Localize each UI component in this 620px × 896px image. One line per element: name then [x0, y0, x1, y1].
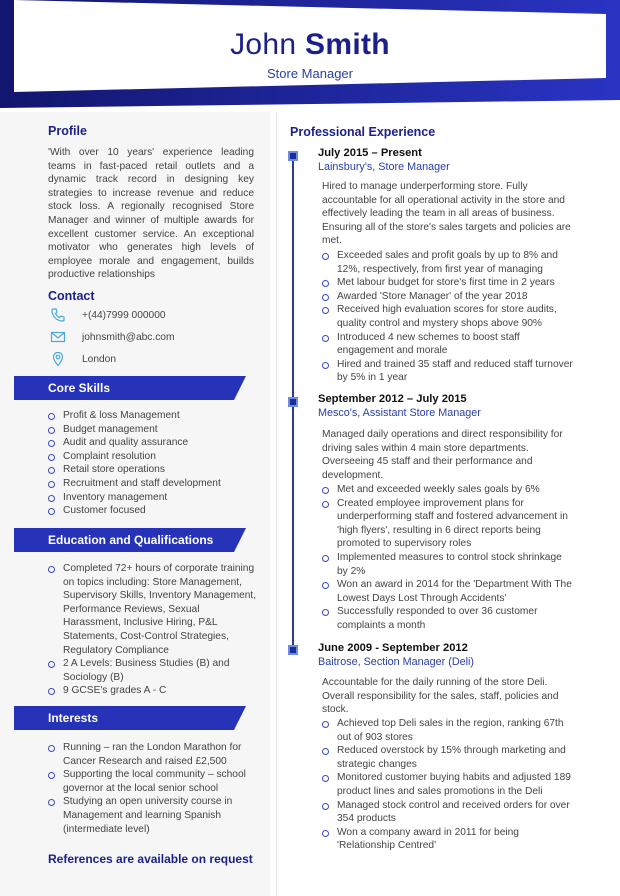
job-summary: Accountable for the daily running of the store Deli. Overall responsibility for the sales, staff, policies and stock. — [322, 677, 559, 716]
achievement-item: Hired and trained 35 staff and reduced staff turnover by 5% in 1 year — [322, 358, 574, 385]
job-role: Mesco's, Assistant Store Manager — [318, 407, 481, 419]
education-item: 2 A Levels: Business Studies (B) and Sociology (B) — [48, 657, 260, 684]
job-role: Baitrose, Section Manager (Deli) — [318, 656, 475, 668]
email-address: johnsmith@abc.com — [82, 331, 175, 343]
achievement-item: Exceeded sales and profit goals by up to 8% and 12%, respectively, from first year of managing — [322, 249, 574, 276]
job-summary: Hired to manage underperforming store. Fully accountable for all operational activity in the store and effectively leading the team in all areas of business. Ensuring all of the store's sales targets and policies are met. — [322, 181, 571, 247]
achievement-item: Reduced overstock by 15% through marketing and strategic changes — [322, 744, 574, 771]
achievement-item: Met and exceeded weekly sales goals by 6% — [322, 483, 574, 497]
job-achievements — [322, 249, 574, 385]
education-list — [48, 562, 260, 698]
contact-location — [50, 350, 116, 368]
job-dates: June 2009 - September 2012 — [318, 642, 468, 654]
candidate-title: Store Manager — [267, 66, 353, 81]
skill-item: Inventory management — [48, 491, 258, 505]
first-name: John — [230, 28, 297, 61]
job-role: Lainsbury's, Store Manager — [318, 161, 450, 173]
contact-heading: Contact — [48, 289, 95, 303]
interests-list — [48, 741, 260, 836]
references-note: References are available on request — [48, 852, 253, 866]
location-pin-icon — [50, 351, 66, 367]
profile-text: 'With over 10 years' experience leading teams in fast-paced retail outlets and a dynamic track record in designing key strategies to increase revenue and reduce stock loss. A regionally recognised Store Manager and winner of multiple awards for excellent customer service. An exceptional motivator who generates high levels of employee morale and engagement, builds productive relationships — [48, 147, 254, 281]
email-icon — [50, 329, 66, 345]
education-item: 9 GCSE's grades A - C — [48, 684, 260, 698]
phone-icon — [50, 307, 66, 323]
interests-banner — [14, 706, 246, 730]
experience-heading: Professional Experience — [290, 125, 436, 139]
achievement-item: Received high evaluation scores for store audits, quality control and mystery shops above 90% — [322, 303, 574, 330]
skill-item: Audit and quality assurance — [48, 436, 258, 450]
skill-item: Retail store operations — [48, 463, 258, 477]
skill-item: Complaint resolution — [48, 450, 258, 464]
achievement-item: Won an award in 2014 for the 'Department With The Lowest Days Lost Through Accidents' — [322, 578, 574, 605]
achievement-item: Implemented measures to control stock shrinkage by 2% — [322, 551, 574, 578]
skill-item: Profit & loss Management — [48, 409, 258, 423]
achievement-item: Achieved top Deli sales in the region, ranking 67th out of 903 stores — [322, 717, 574, 744]
core-skills-list — [48, 409, 258, 518]
achievement-item: Created employee improvement plans for underperforming staff and fostered advancement in 'high flyers', resulting in 6 direct reports being promoted to supervisory roles — [322, 497, 574, 551]
timeline-marker — [288, 397, 298, 407]
achievement-item: Won a company award in 2011 for being 'Relationship Centred' — [322, 826, 574, 853]
timeline-marker — [288, 151, 298, 161]
last-name: Smith — [305, 28, 390, 61]
resume-header — [0, 0, 620, 118]
education-item: Completed 72+ hours of corporate training on topics including: Store Management, Supervisory Skills, Inventory Management, Performance Reviews, Sexual Harassment, Inclusive Hiring, P&L Statements, Cost-Control Strategies, Regulatory Compliance — [48, 562, 260, 657]
job-dates: July 2015 – Present — [318, 147, 422, 159]
education-banner — [14, 528, 246, 552]
skill-item: Recruitment and staff development — [48, 477, 258, 491]
achievement-item: Successfully responded to over 36 customer complaints a month — [322, 605, 574, 632]
interest-item: Supporting the local community – school governor at the local senior school — [48, 768, 260, 795]
interest-item: Studying an open university course in Management and learning Spanish (intermediate level) — [48, 795, 260, 836]
achievement-item: Monitored customer buying habits and adjusted 189 product lines and sales promotions in the Deli — [322, 771, 574, 798]
profile-heading: Profile — [48, 124, 87, 138]
core-skills-heading: Core Skills — [48, 381, 111, 395]
contact-email[interactable] — [50, 328, 174, 346]
job-dates: September 2012 – July 2015 — [318, 393, 467, 405]
interest-item: Running – ran the London Marathon for Cancer Research and raised £2,500 — [48, 741, 260, 768]
achievement-item: Introduced 4 new schemes to boost staff engagement and morale — [322, 331, 574, 358]
timeline-marker — [288, 645, 298, 655]
core-skills-banner — [14, 376, 246, 400]
skill-item: Customer focused — [48, 504, 258, 518]
candidate-name — [0, 28, 620, 62]
contact-phone[interactable] — [50, 306, 166, 324]
phone-number: +(44)7999 000000 — [82, 309, 166, 321]
job-achievements — [322, 483, 574, 633]
achievement-item: Managed stock control and received orders for over 354 products — [322, 799, 574, 826]
achievement-item: Met labour budget for store's first time in 2 years — [322, 276, 574, 290]
job-achievements — [322, 717, 574, 853]
education-heading: Education and Qualifications — [48, 533, 214, 547]
column-divider — [276, 112, 277, 896]
interests-heading: Interests — [48, 711, 99, 725]
job-summary: Managed daily operations and direct responsibility for driving sales within 4 main store departments. Overseeing 45 staff and their performance and development. — [322, 429, 563, 481]
location-text: London — [82, 353, 116, 365]
achievement-item: Awarded 'Store Manager' of the year 2018 — [322, 290, 574, 304]
skill-item: Budget management — [48, 423, 258, 437]
